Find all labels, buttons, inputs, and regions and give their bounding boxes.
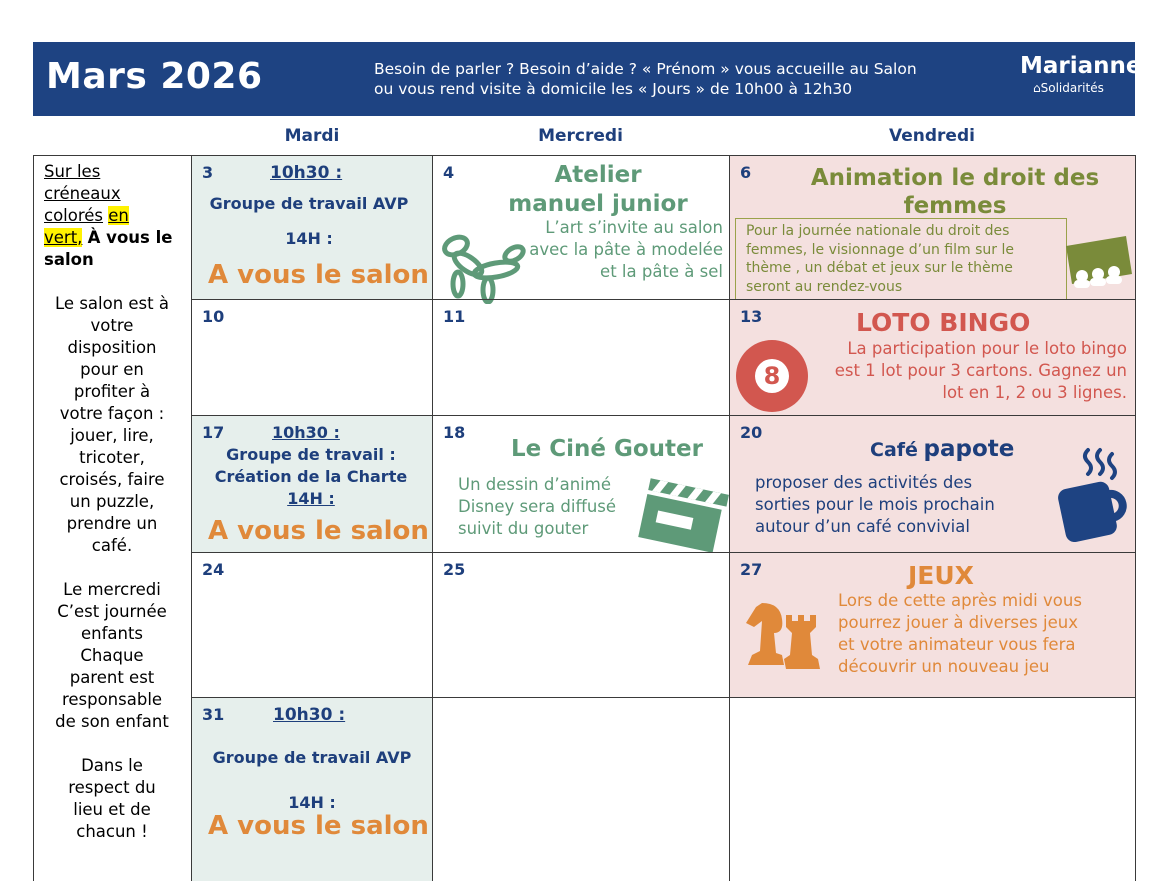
day-cell-31: 31 10h30 : Groupe de travail AVP 14H : A vous le salon xyxy=(191,697,433,881)
logo-text: Marianne xyxy=(1020,53,1142,79)
sidebar-paragraph-2: Le mercredi C’est journée enfants Chaque parent est responsable de son enfant xyxy=(55,580,169,731)
logo-subtext: ⌂Solidarités xyxy=(1033,81,1104,95)
day-cell-empty-fri xyxy=(729,697,1136,881)
sidebar-legend: Sur les créneaux colorés en vert, À vous le salon xyxy=(44,162,173,269)
day-cell-3: 3 10h30 : Groupe de travail AVP 14H : A vous le salon xyxy=(191,155,433,300)
day-cell-13: 13 LOTO BINGO 8 La participation pour le loto bingo est 1 lot pour 3 cartons. Gagnez un lot en 1, 2 ou 3 lignes. xyxy=(729,299,1136,416)
intro-line-1: Besoin de parler ? Besoin d’aide ? « Prénom » vous accueille au Salon xyxy=(374,60,917,78)
bingo-ball-icon: 8 xyxy=(736,340,808,412)
balloon-animal-icon xyxy=(438,228,526,304)
day-cell-18: 18 Le Ciné Gouter Un dessin d’animé Disney sera diffusé suivit du gouter xyxy=(432,415,730,553)
column-mercredi: Mercredi xyxy=(538,126,623,146)
sidebar-info xyxy=(40,293,184,843)
day-cell-4: 4 Atelier manuel junior L’art s’invite au salon avec la pâte à modelée et la pâte à sel xyxy=(432,155,730,300)
clapperboard-icon xyxy=(638,476,730,552)
day-cell-24: 24 xyxy=(191,552,433,698)
sidebar-paragraph-3: Dans le respect du lieu et de chacun ! xyxy=(68,756,156,841)
event-description-box: Pour la journée nationale du droit des femmes, le visionnage d’un film sur le thème , un débat et jeux sur le thème seront au rendez-vous xyxy=(735,218,1067,302)
chess-pieces-icon xyxy=(740,593,824,673)
cinema-audience-icon xyxy=(1062,230,1134,294)
day-cell-20: 20 Café papote proposer des activités des sorties pour le mois prochain autour d’un café convivial xyxy=(729,415,1136,553)
day-cell-empty-wed xyxy=(432,697,730,881)
house-icon: ⌂ xyxy=(1033,81,1041,95)
column-mardi: Mardi xyxy=(284,126,340,146)
day-cell-11: 11 xyxy=(432,299,730,416)
day-cell-17: 17 10h30 : Groupe de travail : Création de la Charte 14H : A vous le salon xyxy=(191,415,433,553)
day-cell-6: 6 Animation le droit des femmes Pour la journée nationale du droit des femmes, le visionnage d’un film sur le thème , un débat et jeux sur le thème seront au rendez-vous xyxy=(729,155,1136,300)
sidebar-paragraph-1: Le salon est à votre disposition pour en profiter à votre façon : jouer, lire, tricoter, croisés, faire un puzzle, prendre un café. xyxy=(55,294,169,555)
page-title: Mars 2026 xyxy=(46,56,263,97)
intro-line-2: ou vous rend visite à domicile les « Jours » de 10h00 à 12h30 xyxy=(374,80,853,98)
day-cell-10: 10 xyxy=(191,299,433,416)
coffee-mug-icon xyxy=(1052,444,1136,544)
day-cell-25: 25 xyxy=(432,552,730,698)
column-vendredi: Vendredi xyxy=(889,126,975,146)
day-cell-27: 27 JEUX Lors de cette après midi vous pourrez jouer à diverses jeux et votre animateur vous fera découvrir un nouveau jeu xyxy=(729,552,1136,698)
